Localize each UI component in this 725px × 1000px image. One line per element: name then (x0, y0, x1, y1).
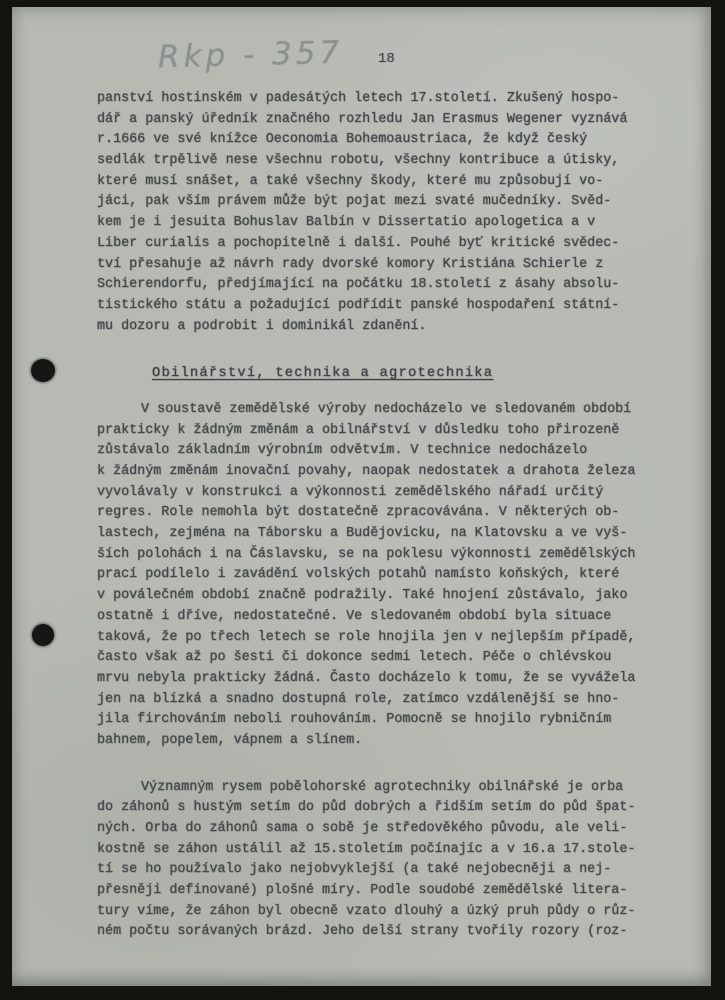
text-line: Liber curialis a pochopitelně i další. Pouhé byť kritické svědec- (97, 235, 620, 251)
text-line: často však až po šesti či dokonce sedmi letech. Péče o chlévskou (97, 650, 612, 666)
text-line: ném počtu sorávaných brázd. Jeho delší strany tvořily rozory (roz- (97, 924, 628, 940)
section-heading: Obilnářství, technika a agrotechnika (152, 366, 494, 382)
text-line: prakticky k žádným změnám a obilnářství v důsledku toho přirozeně (97, 422, 620, 438)
text-line: tí se ho používalo jako nejobvyklejší (a také nejobecněji a nej- (97, 862, 612, 878)
text-line: tistického státu a požadující podřídit panské hospodaření státní- (97, 297, 620, 313)
document-page (12, 7, 711, 986)
text-line: jen na blízká a snadno dostupná role, zatímco vzdálenější se hno- (97, 691, 620, 707)
punch-hole-top-icon (31, 359, 55, 382)
text-line: do záhonů s hustým setím do půd dobrých a řidším setím do půd špat- (97, 800, 636, 816)
text-line: r.1666 ve své knížce Oeconomia Bohemoaustriaca, že když český (97, 132, 588, 148)
paragraph-3 (97, 778, 665, 944)
text-line: k žádným změnám inovační povahy, naopak nedostatek a drahota železa (97, 464, 636, 480)
text-line: tví přesahuje až návrh rady dvorské komory Kristiána Schierle z (97, 256, 604, 272)
text-line: bahnem, popelem, vápnem a slínem. (97, 732, 363, 748)
text-line: regres. Role nemohla být dostatečně zpracovávána. V některých ob- (97, 505, 620, 521)
paragraph-2 (97, 400, 665, 752)
text-line: dář a panský úředník značného rozhledu Jan Erasmus Wegener vyznává (97, 111, 628, 127)
text-line: taková, že po třech letech se role hnojila jen v nejlepším případě, (97, 629, 636, 645)
text-line: ostatně i dříve, nedostatečné. Ve sledovaném období byla situace (97, 608, 612, 624)
text-line: Významným rysem pobělohorské agrotechniky obilnářské je orba (141, 779, 624, 795)
text-line: ných. Orba do záhonů sama o sobě je středověkého původu, ale veli- (97, 821, 628, 837)
text-block (97, 89, 665, 943)
text-line: ších polohách i na Čáslavsku, se na poklesu výkonnosti zemědělských (97, 546, 636, 562)
text-line: mrvu nebyla prakticky žádná. Často docházelo k tomu, že se vyvážela (97, 670, 636, 686)
text-line: kem je i jesuita Bohuslav Balbín v Dissertatio apologetica a v (97, 215, 596, 231)
text-line: v poválečném období značně podražily. Také hnojení zůstávalo, jako (97, 588, 628, 604)
text-line: vyvolávaly v konstrukci a výkonnosti zemědělského nářadí určitý (97, 484, 604, 500)
text-line: jáci, pak vším právem může být pojat mezi svaté mučedníky. Svěd- (97, 194, 612, 210)
text-line: Schierendorfu, předjímající na počátku 18.století z ásahy absolu- (97, 277, 620, 293)
text-line: přesněji definované) plošné míry. Podle soudobé zemědělské litera- (97, 883, 628, 899)
text-line: V soustavě zemědělské výroby nedocházelo ve sledovaném období (141, 401, 632, 417)
punch-hole-bottom-icon (32, 624, 54, 646)
paragraph-1 (97, 89, 665, 337)
handwritten-archive-mark: Rkp - 357 (157, 34, 344, 76)
text-line: kostně se záhon ustálil až 15.stoletím počínajíc a v 16.a 17.stole- (97, 841, 636, 857)
text-line: panství hostinském v padesátých letech 17.století. Zkušený hospo- (97, 91, 620, 106)
text-line: které musí snášet, a také všechny škody, které mu způsobují vo- (97, 173, 604, 189)
text-line: jila firchováním neboli rouhováním. Pomocně se hnojilo rybničním (97, 712, 612, 728)
text-line: mu dozoru a podrobit i dominikál zdanění. (97, 318, 427, 334)
text-line: prací podílelo i zavádění volských potahů namísto koňských, které (97, 567, 620, 583)
text-line: tury víme, že záhon byl obecně vzato dlouhý a úzký pruh půdy o růz- (97, 903, 636, 919)
page-number: 18 (378, 51, 395, 67)
text-line: sedlák trpělivě nese všechnu robotu, všechny kontribuce a útisky, (97, 153, 620, 169)
text-line: lastech, zejména na Táborsku a Budějovicku, na Klatovsku a ve vyš- (97, 526, 628, 542)
text-line: zůstávalo základním výrobním odvětvím. V technice nedocházelo (97, 443, 588, 459)
